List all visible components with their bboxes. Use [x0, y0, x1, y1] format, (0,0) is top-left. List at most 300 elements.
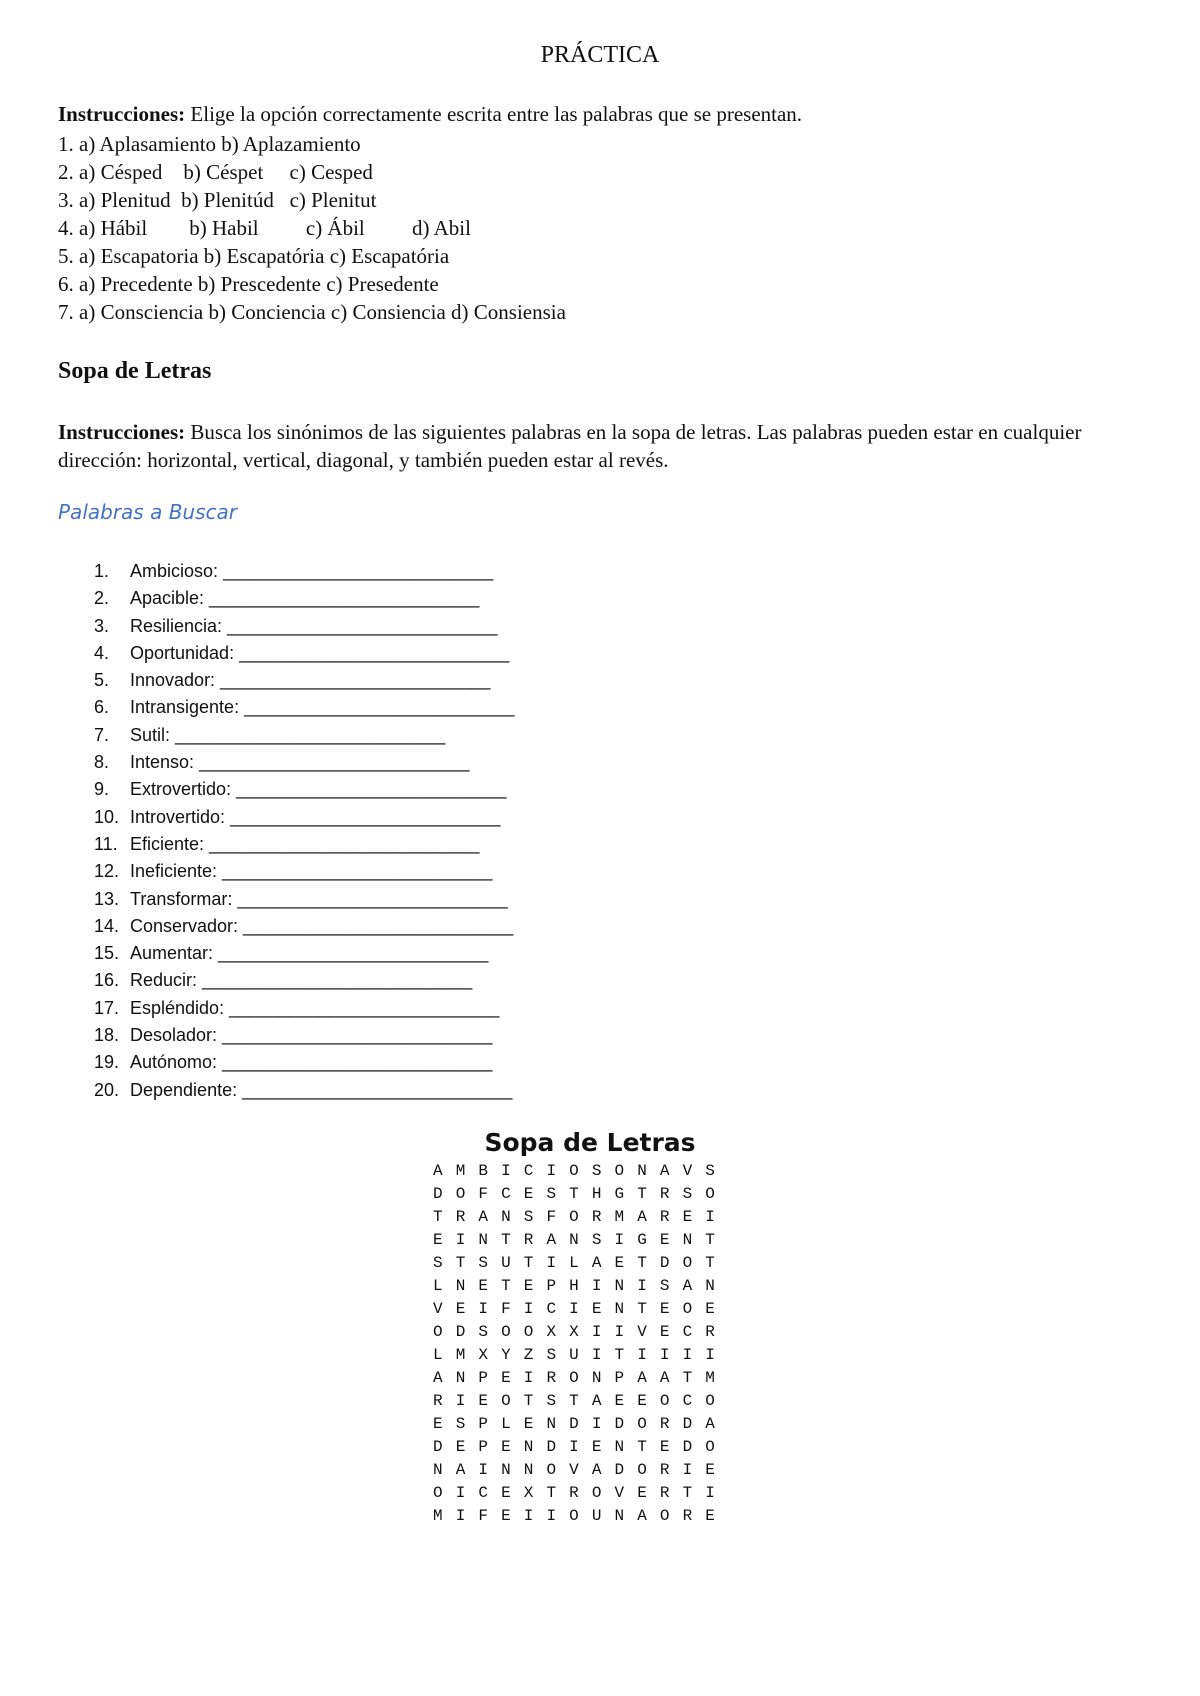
grid-letter: E	[433, 1231, 443, 1249]
grid-letter: R	[659, 1208, 670, 1226]
grid-letter: R	[659, 1185, 670, 1203]
grid-letter: D	[546, 1438, 557, 1456]
grid-letter: P	[478, 1438, 488, 1456]
grid-row	[433, 1344, 728, 1367]
grid-letter: I	[705, 1346, 715, 1364]
grid-letter: I	[591, 1277, 602, 1295]
grid-row	[433, 1482, 728, 1505]
word-item	[94, 886, 514, 913]
grid-letter: D	[433, 1438, 443, 1456]
grid-letter: P	[478, 1369, 488, 1387]
grid-letter: N	[455, 1277, 466, 1295]
grid-letter: R	[523, 1231, 534, 1249]
word-number: 13.	[94, 888, 120, 909]
grid-letter: R	[659, 1415, 670, 1433]
word-item	[94, 1022, 514, 1049]
grid-letter: E	[501, 1484, 511, 1502]
grid-letter: T	[637, 1254, 647, 1272]
grid-letter: T	[433, 1208, 443, 1226]
grid-letter: S	[591, 1162, 602, 1180]
grid-letter: Z	[523, 1346, 534, 1364]
grid-letter: O	[637, 1415, 647, 1433]
grid-letter: O	[569, 1369, 579, 1387]
grid-letter: O	[614, 1162, 625, 1180]
grid-row	[433, 1298, 728, 1321]
word-item	[94, 640, 514, 667]
grid-letter: M	[705, 1369, 715, 1387]
grid-letter: A	[455, 1461, 466, 1479]
grid-letter: R	[433, 1392, 443, 1410]
grid-letter: O	[569, 1507, 579, 1525]
grid-letter: M	[433, 1507, 443, 1525]
grid-letter: A	[659, 1162, 670, 1180]
grid-letter: I	[591, 1323, 602, 1341]
grid-letter: T	[501, 1277, 511, 1295]
grid-letter: X	[523, 1484, 534, 1502]
grid-letter: E	[637, 1392, 647, 1410]
grid-letter: N	[523, 1461, 534, 1479]
grid-letter: A	[591, 1461, 602, 1479]
grid-letter: R	[705, 1323, 715, 1341]
word-item	[94, 967, 514, 994]
word-text: Transformar: ___________________________	[130, 888, 508, 909]
grid-letter: O	[546, 1461, 557, 1479]
grid-letter: S	[546, 1185, 557, 1203]
grid-letter: I	[455, 1392, 466, 1410]
grid-letter: R	[659, 1461, 670, 1479]
grid-letter: N	[614, 1438, 625, 1456]
question-item: 3. a) Plenitud b) Plenitúd c) Plenitut	[58, 188, 377, 212]
grid-row	[433, 1183, 728, 1206]
grid-letter: X	[546, 1323, 557, 1341]
grid-letter: T	[682, 1369, 693, 1387]
grid-letter: T	[705, 1231, 715, 1249]
grid-letter: S	[705, 1162, 715, 1180]
grid-row	[433, 1321, 728, 1344]
grid-letter: L	[433, 1346, 443, 1364]
grid-letter: L	[569, 1254, 579, 1272]
part1-instructions-text: Elige la opción correctamente escrita entre las palabras que se presentan.	[185, 102, 803, 126]
word-item	[94, 776, 514, 803]
grid-letter: O	[433, 1323, 443, 1341]
grid-letter: L	[501, 1415, 511, 1433]
word-item	[94, 1049, 514, 1076]
grid-row	[433, 1160, 728, 1183]
grid-letter: I	[569, 1438, 579, 1456]
grid-letter: T	[705, 1254, 715, 1272]
grid-letter: O	[501, 1392, 511, 1410]
grid-letter: O	[455, 1185, 466, 1203]
grid-letter: S	[546, 1346, 557, 1364]
spelling-questions	[58, 130, 566, 326]
word-number: 17.	[94, 997, 120, 1018]
grid-letter: F	[478, 1507, 488, 1525]
grid-letter: E	[433, 1415, 443, 1433]
word-search-title: Sopa de Letras	[484, 1128, 696, 1157]
grid-letter: I	[659, 1346, 670, 1364]
grid-letter: E	[478, 1392, 488, 1410]
grid-letter: S	[546, 1392, 557, 1410]
word-item	[94, 858, 514, 885]
grid-letter: P	[614, 1369, 625, 1387]
word-item	[94, 995, 514, 1022]
grid-letter: E	[591, 1438, 602, 1456]
grid-letter: N	[546, 1415, 557, 1433]
grid-letter: O	[705, 1392, 715, 1410]
grid-letter: D	[682, 1438, 693, 1456]
grid-row	[433, 1275, 728, 1298]
grid-letter: E	[705, 1507, 715, 1525]
grid-letter: D	[569, 1415, 579, 1433]
word-number: 10.	[94, 806, 120, 827]
grid-letter: I	[523, 1369, 534, 1387]
word-item	[94, 1077, 514, 1104]
word-text: Reducir: ___________________________	[130, 970, 473, 991]
grid-letter: A	[591, 1392, 602, 1410]
grid-letter: I	[455, 1231, 466, 1249]
grid-letter: U	[591, 1507, 602, 1525]
grid-letter: E	[659, 1438, 670, 1456]
grid-letter: S	[682, 1185, 693, 1203]
word-text: Intenso: ___________________________	[130, 752, 470, 773]
grid-letter: I	[523, 1300, 534, 1318]
grid-letter: O	[523, 1323, 534, 1341]
grid-letter: D	[659, 1254, 670, 1272]
grid-letter: Y	[501, 1346, 511, 1364]
grid-letter: T	[523, 1254, 534, 1272]
grid-letter: O	[501, 1323, 511, 1341]
grid-letter: I	[546, 1254, 557, 1272]
grid-letter: O	[659, 1392, 670, 1410]
grid-letter: S	[478, 1254, 488, 1272]
word-text: Intransigente: ___________________________	[130, 697, 515, 718]
grid-letter: A	[433, 1162, 443, 1180]
grid-letter: R	[591, 1208, 602, 1226]
grid-letter: N	[591, 1369, 602, 1387]
word-item	[94, 722, 514, 749]
word-text: Sutil: ___________________________	[130, 724, 446, 745]
grid-letter: E	[705, 1461, 715, 1479]
word-text: Oportunidad: ___________________________	[130, 642, 510, 663]
word-text: Aumentar: ___________________________	[130, 943, 489, 964]
word-number: 8.	[94, 752, 110, 773]
grid-letter: E	[659, 1300, 670, 1318]
word-text: Innovador: ___________________________	[130, 670, 491, 691]
grid-letter: I	[637, 1346, 647, 1364]
grid-letter: C	[682, 1323, 693, 1341]
word-text: Desolador: ___________________________	[130, 1025, 493, 1046]
grid-letter: O	[591, 1484, 602, 1502]
word-item	[94, 585, 514, 612]
grid-row	[433, 1206, 728, 1229]
grid-letter: N	[614, 1507, 625, 1525]
grid-letter: T	[614, 1346, 625, 1364]
grid-letter: N	[614, 1277, 625, 1295]
word-number: 5.	[94, 670, 110, 691]
grid-letter: H	[569, 1277, 579, 1295]
grid-letter: O	[705, 1438, 715, 1456]
grid-letter: M	[614, 1208, 625, 1226]
grid-letter: R	[569, 1484, 579, 1502]
page-title: PRÁCTICA	[540, 42, 660, 68]
word-list	[94, 558, 514, 1104]
grid-letter: N	[501, 1208, 511, 1226]
grid-letter: S	[591, 1231, 602, 1249]
grid-letter: T	[637, 1438, 647, 1456]
grid-letter: D	[433, 1185, 443, 1203]
grid-letter: N	[614, 1300, 625, 1318]
word-number: 18.	[94, 1025, 120, 1046]
grid-letter: I	[478, 1461, 488, 1479]
grid-letter: I	[523, 1507, 534, 1525]
grid-letter: X	[478, 1346, 488, 1364]
grid-letter: I	[614, 1231, 625, 1249]
grid-letter: E	[637, 1484, 647, 1502]
grid-letter: C	[478, 1484, 488, 1502]
grid-letter: T	[637, 1185, 647, 1203]
grid-letter: C	[501, 1185, 511, 1203]
word-number: 12.	[94, 861, 120, 882]
word-item	[94, 913, 514, 940]
grid-letter: N	[569, 1231, 579, 1249]
word-number: 7.	[94, 724, 110, 745]
grid-letter: V	[682, 1162, 693, 1180]
grid-letter: O	[637, 1461, 647, 1479]
word-text: Autónomo: ___________________________	[130, 1052, 493, 1073]
grid-letter: A	[637, 1369, 647, 1387]
word-number: 11.	[94, 833, 118, 854]
word-text: Espléndido: ___________________________	[130, 997, 500, 1018]
grid-letter: E	[523, 1185, 534, 1203]
word-number: 14.	[94, 915, 120, 936]
grid-letter: E	[682, 1208, 693, 1226]
part1-instructions	[58, 100, 1148, 128]
question-item: 4. a) Hábil b) Habil c) Ábil d) Abil	[58, 216, 471, 240]
grid-row	[433, 1390, 728, 1413]
grid-letter: T	[455, 1254, 466, 1272]
word-number: 20.	[94, 1079, 120, 1100]
grid-letter: A	[478, 1208, 488, 1226]
grid-letter: A	[682, 1277, 693, 1295]
grid-letter: A	[637, 1208, 647, 1226]
question-item: 1. a) Aplasamiento b) Aplazamiento	[58, 132, 361, 156]
part1-instructions-label: Instrucciones:	[58, 102, 186, 126]
grid-letter: N	[682, 1231, 693, 1249]
grid-row	[433, 1436, 728, 1459]
grid-letter: S	[433, 1254, 443, 1272]
grid-letter: T	[682, 1484, 693, 1502]
grid-letter: M	[455, 1162, 466, 1180]
grid-letter: D	[614, 1461, 625, 1479]
grid-letter: N	[455, 1369, 466, 1387]
question-item: 2. a) Césped b) Céspet c) Cesped	[58, 160, 373, 184]
grid-letter: I	[614, 1323, 625, 1341]
grid-letter: D	[682, 1415, 693, 1433]
grid-letter: E	[659, 1231, 670, 1249]
grid-letter: C	[523, 1162, 534, 1180]
grid-letter: S	[455, 1415, 466, 1433]
grid-letter: R	[455, 1208, 466, 1226]
grid-letter: O	[659, 1507, 670, 1525]
word-text: Extrovertido: ___________________________	[130, 779, 507, 800]
grid-letter: E	[501, 1507, 511, 1525]
section-heading: Sopa de Letras	[58, 358, 212, 384]
grid-letter: G	[637, 1231, 647, 1249]
part2-instructions-text: Busca los sinónimos de las siguientes palabras en la sopa de letras. Las palabras pueden estar en cualquier dirección: horizontal, vertical, diagonal, y también pueden estar al revés.	[58, 420, 1082, 472]
question-item: 7. a) Consciencia b) Conciencia c) Consiencia d) Consiensia	[58, 300, 566, 324]
word-search-grid	[433, 1160, 728, 1528]
grid-letter: V	[637, 1323, 647, 1341]
grid-letter: R	[659, 1484, 670, 1502]
grid-letter: E	[478, 1277, 488, 1295]
grid-letter: O	[705, 1185, 715, 1203]
word-number: 19.	[94, 1052, 120, 1073]
grid-letter: R	[682, 1507, 693, 1525]
grid-letter: E	[455, 1438, 466, 1456]
word-number: 3.	[94, 615, 110, 636]
word-text: Resiliencia: ___________________________	[130, 615, 498, 636]
grid-letter: S	[523, 1208, 534, 1226]
grid-letter: E	[455, 1300, 466, 1318]
grid-letter: B	[478, 1162, 488, 1180]
word-item	[94, 694, 514, 721]
grid-letter: O	[569, 1208, 579, 1226]
grid-letter: C	[682, 1392, 693, 1410]
grid-letter: F	[546, 1208, 557, 1226]
grid-letter: N	[433, 1461, 443, 1479]
grid-letter: I	[546, 1507, 557, 1525]
grid-letter: I	[455, 1484, 466, 1502]
grid-letter: S	[478, 1323, 488, 1341]
word-item	[94, 667, 514, 694]
grid-letter: U	[501, 1254, 511, 1272]
grid-letter: A	[591, 1254, 602, 1272]
word-text: Dependiente: ___________________________	[130, 1079, 513, 1100]
part2-instructions	[58, 418, 1148, 474]
grid-letter: D	[455, 1323, 466, 1341]
grid-letter: N	[523, 1438, 534, 1456]
grid-letter: T	[569, 1185, 579, 1203]
grid-letter: R	[546, 1369, 557, 1387]
grid-letter: N	[705, 1277, 715, 1295]
word-number: 1.	[94, 561, 110, 581]
grid-letter: P	[546, 1277, 557, 1295]
word-item	[94, 940, 514, 967]
grid-letter: I	[478, 1300, 488, 1318]
grid-letter: E	[705, 1300, 715, 1318]
grid-letter: T	[569, 1392, 579, 1410]
grid-letter: E	[659, 1323, 670, 1341]
grid-letter: O	[682, 1300, 693, 1318]
grid-letter: I	[569, 1300, 579, 1318]
word-number: 4.	[94, 642, 110, 663]
word-item	[94, 613, 514, 640]
word-text: Apacible: ___________________________	[130, 588, 480, 609]
grid-letter: G	[614, 1185, 625, 1203]
grid-letter: I	[455, 1507, 466, 1525]
grid-letter: N	[637, 1162, 647, 1180]
grid-letter: H	[591, 1185, 602, 1203]
grid-letter: I	[637, 1277, 647, 1295]
grid-letter: T	[637, 1300, 647, 1318]
grid-letter: C	[546, 1300, 557, 1318]
grid-row	[433, 1229, 728, 1252]
word-text: Ambicioso: ___________________________	[130, 561, 494, 581]
grid-letter: E	[523, 1277, 534, 1295]
grid-letter: S	[659, 1277, 670, 1295]
grid-letter: V	[433, 1300, 443, 1318]
question-item: 5. a) Escapatoria b) Escapatória c) Escapatória	[58, 244, 450, 268]
grid-letter: I	[546, 1162, 557, 1180]
word-number: 15.	[94, 943, 120, 964]
grid-letter: E	[501, 1438, 511, 1456]
grid-letter: I	[501, 1162, 511, 1180]
grid-letter: O	[682, 1254, 693, 1272]
word-number: 2.	[94, 588, 110, 609]
grid-row	[433, 1367, 728, 1390]
word-number: 6.	[94, 697, 110, 718]
grid-letter: X	[569, 1323, 579, 1341]
grid-letter: O	[569, 1162, 579, 1180]
part2-instructions-label: Instrucciones:	[58, 420, 186, 444]
grid-letter: E	[614, 1254, 625, 1272]
grid-letter: I	[591, 1346, 602, 1364]
word-text: Introvertido: ___________________________	[130, 806, 501, 827]
word-text: Eficiente: ___________________________	[130, 833, 480, 854]
grid-letter: M	[455, 1346, 466, 1364]
word-text: Ineficiente: ___________________________	[130, 861, 493, 882]
grid-letter: T	[501, 1231, 511, 1249]
grid-letter: E	[591, 1300, 602, 1318]
grid-letter: A	[546, 1231, 557, 1249]
grid-letter: I	[591, 1415, 602, 1433]
grid-letter: F	[501, 1300, 511, 1318]
word-item	[94, 831, 514, 858]
grid-row	[433, 1459, 728, 1482]
grid-letter: E	[523, 1415, 534, 1433]
grid-letter: A	[433, 1369, 443, 1387]
question-item: 6. a) Precedente b) Prescedente c) Presedente	[58, 272, 439, 296]
grid-letter: V	[614, 1484, 625, 1502]
grid-letter: A	[637, 1507, 647, 1525]
grid-letter: U	[569, 1346, 579, 1364]
grid-letter: L	[433, 1277, 443, 1295]
grid-letter: A	[659, 1369, 670, 1387]
grid-letter: I	[705, 1208, 715, 1226]
grid-letter: E	[501, 1369, 511, 1387]
grid-letter: V	[569, 1461, 579, 1479]
grid-letter: I	[705, 1484, 715, 1502]
word-text: Conservador: ___________________________	[130, 915, 514, 936]
words-subheading: Palabras a Buscar	[58, 500, 237, 524]
grid-row	[433, 1413, 728, 1436]
grid-letter: T	[523, 1392, 534, 1410]
grid-letter: I	[682, 1346, 693, 1364]
grid-letter: N	[501, 1461, 511, 1479]
word-item	[94, 749, 514, 776]
grid-row	[433, 1252, 728, 1275]
grid-letter: E	[614, 1392, 625, 1410]
word-number: 16.	[94, 970, 120, 991]
grid-letter: N	[478, 1231, 488, 1249]
grid-letter: I	[682, 1461, 693, 1479]
grid-letter: D	[614, 1415, 625, 1433]
grid-letter: P	[478, 1415, 488, 1433]
grid-row	[433, 1505, 728, 1528]
grid-letter: T	[546, 1484, 557, 1502]
word-number: 9.	[94, 779, 110, 800]
word-item	[94, 558, 514, 585]
